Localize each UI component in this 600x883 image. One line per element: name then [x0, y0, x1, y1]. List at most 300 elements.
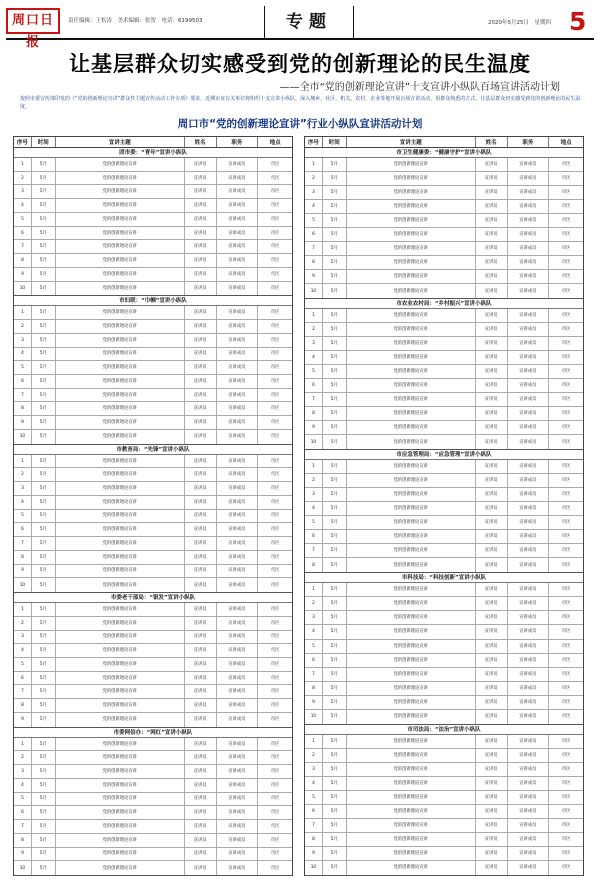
row-number: 8: [14, 834, 32, 847]
table-row: [305, 749, 583, 763]
row-post: 宣讲成员: [508, 625, 550, 638]
row-post: 宣讲成员: [508, 435, 550, 449]
row-topic: 党的创新理论宣讲: [347, 228, 476, 241]
row-speaker: 宣讲员: [476, 777, 508, 790]
row-place: 市区: [270, 741, 280, 747]
row-post: 宣讲成员: [508, 668, 550, 681]
row-speaker: 宣讲员: [476, 611, 508, 624]
row-time: 5月: [32, 227, 56, 240]
row-time: 5月: [323, 735, 347, 748]
row-number: 4: [14, 779, 32, 792]
row-topic: 党的创新理论宣讲: [56, 227, 185, 240]
row-speaker: 宣讲员: [185, 699, 217, 712]
table-row: [14, 834, 292, 848]
row-number: 1: [14, 306, 32, 319]
row-place: 市区: [561, 464, 571, 470]
table-row: [305, 833, 583, 847]
group-title: 市卫生健康委：“健康守护”宣讲小纵队: [305, 148, 583, 158]
row-post: 宣讲成员: [508, 488, 550, 501]
row-speaker: 宣讲员: [185, 227, 217, 240]
row-number: 10: [14, 861, 32, 875]
row-speaker: 宣讲员: [185, 510, 217, 523]
row-speaker: 宣讲员: [476, 696, 508, 709]
row-post: 宣讲成员: [217, 306, 259, 319]
row-time: 5月: [32, 631, 56, 644]
row-topic: 党的创新理论宣讲: [56, 455, 185, 468]
table-row: [305, 435, 583, 449]
row-post: 宣讲成员: [217, 334, 259, 347]
row-speaker: 宣讲员: [476, 668, 508, 681]
table-row: [305, 502, 583, 516]
row-topic: 党的创新理论宣讲: [347, 186, 476, 199]
table-row: [14, 848, 292, 862]
row-number: 8: [305, 256, 323, 269]
row-speaker: 宣讲员: [476, 502, 508, 515]
row-post: 宣讲成员: [508, 365, 550, 378]
newspaper-logo: 周口日报: [6, 8, 60, 34]
row-speaker: 宣讲员: [476, 558, 508, 572]
row-place: 市区: [561, 562, 571, 568]
header-no: 序号: [14, 137, 32, 147]
row-post: 宣讲成员: [217, 537, 259, 550]
row-time: 5月: [32, 672, 56, 685]
row-place: 市区: [270, 458, 280, 464]
row-time: 5月: [323, 435, 347, 449]
row-post: 宣讲成员: [508, 763, 550, 776]
row-speaker: 宣讲员: [185, 430, 217, 444]
row-topic: 党的创新理论宣讲: [347, 435, 476, 449]
table-row: [305, 640, 583, 654]
row-place: 市区: [561, 534, 571, 540]
row-speaker: 宣讲员: [185, 240, 217, 253]
table-row: [305, 337, 583, 351]
row-place: 市区: [270, 499, 280, 505]
table-row: [14, 631, 292, 645]
row-post: 宣讲成员: [217, 482, 259, 495]
table-row: [14, 751, 292, 765]
row-number: 1: [14, 158, 32, 171]
row-post: 宣讲成员: [217, 361, 259, 374]
row-place: 市区: [270, 406, 280, 412]
row-place: 市区: [561, 369, 571, 375]
table-header: [305, 136, 583, 148]
row-topic: 党的创新理论宣讲: [56, 793, 185, 806]
row-place: 市区: [561, 190, 571, 196]
table-row: [14, 158, 292, 172]
row-place: 市区: [270, 472, 280, 478]
row-topic: 党的创新理论宣讲: [347, 654, 476, 667]
table-row: [305, 242, 583, 256]
row-topic: 党的创新理论宣讲: [347, 158, 476, 171]
row-number: 6: [305, 805, 323, 818]
row-number: 10: [305, 710, 323, 724]
row-post: 宣讲成员: [508, 393, 550, 406]
row-post: 宣讲成员: [508, 214, 550, 227]
row-post: 宣讲成员: [508, 696, 550, 709]
table-row: [305, 186, 583, 200]
table-row: [14, 603, 292, 617]
row-place: 市区: [270, 554, 280, 560]
row-time: 5月: [323, 158, 347, 171]
row-speaker: 宣讲员: [185, 617, 217, 630]
row-speaker: 宣讲员: [476, 256, 508, 269]
row-number: 8: [14, 254, 32, 267]
row-topic: 党的创新理论宣讲: [56, 199, 185, 212]
row-number: 6: [305, 530, 323, 543]
row-topic: 党的创新理论宣讲: [56, 185, 185, 198]
row-speaker: 宣讲员: [476, 393, 508, 406]
group-title: 市委网信办：“网红”宣讲小纵队: [14, 728, 292, 738]
row-place: 市区: [561, 341, 571, 347]
row-number: 4: [14, 199, 32, 212]
row-speaker: 宣讲员: [185, 765, 217, 778]
plan-table-right: [304, 136, 584, 876]
row-place: 市区: [561, 313, 571, 319]
table-row: [14, 348, 292, 362]
row-post: 宣讲成员: [508, 421, 550, 434]
group-2: [14, 445, 292, 593]
row-number: 7: [305, 668, 323, 681]
row-speaker: 宣讲员: [476, 228, 508, 241]
table-row: [14, 578, 292, 592]
row-post: 宣讲成员: [217, 565, 259, 578]
row-number: 9: [14, 565, 32, 578]
row-number: 1: [305, 583, 323, 596]
row-number: 8: [305, 558, 323, 572]
row-speaker: 宣讲员: [185, 537, 217, 550]
row-number: 9: [305, 270, 323, 283]
row-post: 宣讲成员: [217, 551, 259, 564]
row-place: 市区: [561, 218, 571, 224]
row-place: 市区: [561, 355, 571, 361]
row-topic: 党的创新理论宣讲: [56, 644, 185, 657]
row-place: 市区: [561, 383, 571, 389]
header-speaker: 姓名: [476, 137, 508, 147]
row-time: 5月: [323, 270, 347, 283]
row-place: 市区: [270, 568, 280, 574]
row-place: 市区: [270, 851, 280, 857]
table-row: [14, 713, 292, 727]
row-time: 5月: [323, 474, 347, 487]
row-post: 宣讲成员: [217, 227, 259, 240]
row-place: 市区: [561, 738, 571, 744]
table-row: [305, 597, 583, 611]
row-time: 5月: [323, 861, 347, 875]
row-time: 5月: [32, 268, 56, 281]
table-row: [305, 323, 583, 337]
row-post: 宣讲成员: [217, 765, 259, 778]
row-topic: 党的创新理论宣讲: [347, 421, 476, 434]
row-number: 5: [14, 658, 32, 671]
row-speaker: 宣讲员: [185, 389, 217, 402]
row-number: 1: [305, 460, 323, 473]
row-time: 5月: [323, 228, 347, 241]
row-post: 宣讲成员: [217, 631, 259, 644]
row-topic: 党的创新理论宣讲: [56, 699, 185, 712]
row-post: 宣讲成员: [217, 402, 259, 415]
row-post: 宣讲成员: [217, 644, 259, 657]
row-number: 3: [305, 488, 323, 501]
issue-date: 2020年5月25日 星期四: [488, 20, 551, 26]
table-row: [14, 672, 292, 686]
row-place: 市区: [270, 634, 280, 640]
row-speaker: 宣讲员: [476, 861, 508, 875]
row-speaker: 宣讲员: [476, 309, 508, 322]
row-number: 3: [305, 611, 323, 624]
row-speaker: 宣讲员: [185, 468, 217, 481]
table-row: [305, 309, 583, 323]
row-place: 市区: [270, 606, 280, 612]
row-topic: 党的创新理论宣讲: [347, 819, 476, 832]
row-topic: 党的创新理论宣讲: [56, 282, 185, 296]
row-post: 宣讲成员: [508, 323, 550, 336]
row-time: 5月: [32, 306, 56, 319]
table-row: [14, 455, 292, 469]
table-row: [305, 172, 583, 186]
row-place: 市区: [561, 260, 571, 266]
row-place: 市区: [561, 397, 571, 403]
row-time: 5月: [32, 430, 56, 444]
row-speaker: 宣讲员: [476, 516, 508, 529]
table-row: [305, 474, 583, 488]
row-speaker: 宣讲员: [185, 416, 217, 429]
table-row: [14, 644, 292, 658]
row-post: 宣讲成员: [508, 710, 550, 724]
table-row: [14, 861, 292, 875]
row-topic: 党的创新理论宣讲: [56, 306, 185, 319]
row-time: 5月: [323, 668, 347, 681]
row-time: 5月: [323, 256, 347, 269]
row-topic: 党的创新理论宣讲: [347, 777, 476, 790]
header-post: 职务: [217, 137, 259, 147]
row-post: 宣讲成员: [217, 834, 259, 847]
row-speaker: 宣讲员: [185, 658, 217, 671]
row-topic: 党的创新理论宣讲: [56, 631, 185, 644]
row-number: 7: [14, 820, 32, 833]
table-row: [305, 516, 583, 530]
row-place: 市区: [561, 274, 571, 280]
row-time: 5月: [323, 200, 347, 213]
row-speaker: 宣讲员: [185, 199, 217, 212]
row-speaker: 宣讲员: [476, 710, 508, 724]
row-number: 3: [14, 482, 32, 495]
row-time: 5月: [323, 379, 347, 392]
row-place: 市区: [561, 520, 571, 526]
row-topic: 党的创新理论宣讲: [56, 713, 185, 727]
row-post: 宣讲成员: [217, 685, 259, 698]
row-topic: 党的创新理论宣讲: [56, 603, 185, 616]
row-speaker: 宣讲员: [476, 421, 508, 434]
row-place: 市区: [561, 643, 571, 649]
row-post: 宣讲成员: [217, 185, 259, 198]
row-topic: 党的创新理论宣讲: [347, 393, 476, 406]
row-speaker: 宣讲员: [185, 320, 217, 333]
table-row: [305, 214, 583, 228]
row-place: 市区: [270, 378, 280, 384]
table-row: [14, 240, 292, 254]
row-time: 5月: [32, 334, 56, 347]
row-topic: 党的创新理论宣讲: [56, 213, 185, 226]
row-speaker: 宣讲员: [476, 323, 508, 336]
row-speaker: 宣讲员: [185, 672, 217, 685]
row-topic: 党的创新理论宣讲: [56, 389, 185, 402]
row-place: 市区: [270, 796, 280, 802]
row-time: 5月: [32, 713, 56, 727]
table-row: [305, 710, 583, 724]
row-topic: 党的创新理论宣讲: [56, 240, 185, 253]
row-speaker: 宣讲员: [185, 603, 217, 616]
row-topic: 党的创新理论宣讲: [347, 833, 476, 846]
row-place: 市区: [270, 244, 280, 250]
row-place: 市区: [270, 675, 280, 681]
row-time: 5月: [32, 565, 56, 578]
row-place: 市区: [270, 717, 280, 723]
row-time: 5月: [323, 337, 347, 350]
row-number: 2: [305, 323, 323, 336]
row-topic: 党的创新理论宣讲: [347, 544, 476, 557]
row-topic: 党的创新理论宣讲: [347, 256, 476, 269]
row-topic: 党的创新理论宣讲: [347, 749, 476, 762]
row-time: 5月: [323, 763, 347, 776]
row-speaker: 宣讲员: [185, 172, 217, 185]
row-post: 宣讲成员: [217, 861, 259, 875]
row-place: 市区: [561, 629, 571, 635]
row-place: 市区: [561, 204, 571, 210]
row-time: 5月: [323, 323, 347, 336]
header-topic: 宣讲主题: [347, 137, 476, 147]
row-topic: 党的创新理论宣讲: [347, 407, 476, 420]
group-0: [14, 148, 292, 296]
row-number: 2: [14, 617, 32, 630]
row-topic: 党的创新理论宣讲: [56, 254, 185, 267]
row-time: 5月: [323, 611, 347, 624]
row-speaker: 宣讲员: [185, 348, 217, 361]
table-row: [14, 617, 292, 631]
row-speaker: 宣讲员: [476, 833, 508, 846]
row-time: 5月: [323, 777, 347, 790]
plan-title: 周口市“党的创新理论宣讲”行业小纵队宣讲活动计划: [177, 118, 423, 130]
row-place: 市区: [561, 439, 571, 445]
table-row: [305, 488, 583, 502]
row-time: 5月: [32, 416, 56, 429]
table-row: [305, 365, 583, 379]
row-time: 5月: [32, 455, 56, 468]
row-topic: 党的创新理论宣讲: [56, 430, 185, 444]
row-post: 宣讲成员: [217, 320, 259, 333]
row-time: 5月: [323, 682, 347, 695]
table-row: [14, 227, 292, 241]
row-number: 10: [14, 282, 32, 296]
row-post: 宣讲成员: [508, 583, 550, 596]
table-row: [14, 306, 292, 320]
row-number: 9: [14, 848, 32, 861]
row-number: 6: [14, 227, 32, 240]
headline: 让基层群众切实感受到党的创新理论的民生温度: [69, 51, 531, 76]
row-place: 市区: [561, 492, 571, 498]
row-topic: 党的创新理论宣讲: [56, 578, 185, 592]
row-time: 5月: [323, 710, 347, 724]
row-time: 5月: [32, 468, 56, 481]
row-speaker: 宣讲员: [476, 172, 508, 185]
row-time: 5月: [323, 583, 347, 596]
group-title: 市司法局：“法治”宣讲小纵队: [305, 725, 583, 735]
row-topic: 党的创新理论宣讲: [347, 583, 476, 596]
row-post: 宣讲成员: [217, 468, 259, 481]
row-speaker: 宣讲员: [185, 375, 217, 388]
row-number: 10: [14, 578, 32, 592]
row-topic: 党的创新理论宣讲: [56, 820, 185, 833]
row-number: 2: [305, 749, 323, 762]
table-row: [14, 213, 292, 227]
row-speaker: 宣讲员: [476, 214, 508, 227]
row-speaker: 宣讲员: [185, 455, 217, 468]
table-row: [305, 158, 583, 172]
row-place: 市区: [561, 766, 571, 772]
row-number: 10: [14, 430, 32, 444]
row-topic: 党的创新理论宣讲: [347, 474, 476, 487]
row-post: 宣讲成员: [508, 337, 550, 350]
row-place: 市区: [561, 587, 571, 593]
row-time: 5月: [323, 833, 347, 846]
row-post: 宣讲成员: [508, 256, 550, 269]
row-topic: 党的创新理论宣讲: [56, 848, 185, 861]
row-number: 1: [14, 603, 32, 616]
row-number: 1: [14, 738, 32, 751]
row-topic: 党的创新理论宣讲: [347, 379, 476, 392]
row-topic: 党的创新理论宣讲: [347, 791, 476, 804]
table-row: [305, 256, 583, 270]
row-topic: 党的创新理论宣讲: [56, 320, 185, 333]
row-speaker: 宣讲员: [185, 213, 217, 226]
row-speaker: 宣讲员: [185, 578, 217, 592]
row-topic: 党的创新理论宣讲: [347, 763, 476, 776]
row-speaker: 宣讲员: [185, 496, 217, 509]
row-speaker: 宣讲员: [476, 544, 508, 557]
table-row: [14, 496, 292, 510]
table-row: [305, 351, 583, 365]
row-post: 宣讲成员: [217, 213, 259, 226]
row-number: 2: [14, 172, 32, 185]
table-row: [14, 416, 292, 430]
row-post: 宣讲成员: [508, 791, 550, 804]
row-time: 5月: [323, 242, 347, 255]
row-speaker: 宣讲员: [476, 735, 508, 748]
row-speaker: 宣讲员: [185, 361, 217, 374]
row-place: 市区: [270, 189, 280, 195]
row-speaker: 宣讲员: [476, 365, 508, 378]
row-place: 市区: [270, 527, 280, 533]
row-topic: 党的创新理论宣讲: [56, 172, 185, 185]
row-number: 5: [14, 793, 32, 806]
row-number: 2: [14, 320, 32, 333]
row-topic: 党的创新理论宣讲: [56, 834, 185, 847]
table-row: [305, 682, 583, 696]
row-time: 5月: [32, 199, 56, 212]
row-topic: 党的创新理论宣讲: [347, 696, 476, 709]
row-post: 宣讲成员: [217, 282, 259, 296]
row-post: 宣讲成员: [217, 713, 259, 727]
row-place: 市区: [270, 323, 280, 329]
row-time: 5月: [32, 213, 56, 226]
row-place: 市区: [270, 337, 280, 343]
row-time: 5月: [323, 421, 347, 434]
row-speaker: 宣讲员: [185, 334, 217, 347]
row-number: 3: [14, 185, 32, 198]
row-place: 市区: [270, 365, 280, 371]
row-place: 市区: [270, 582, 280, 588]
row-number: 1: [305, 309, 323, 322]
subheadline: ——全市“党的创新理论宣讲”十支宣讲小纵队百场宣讲活动计划: [279, 82, 560, 93]
